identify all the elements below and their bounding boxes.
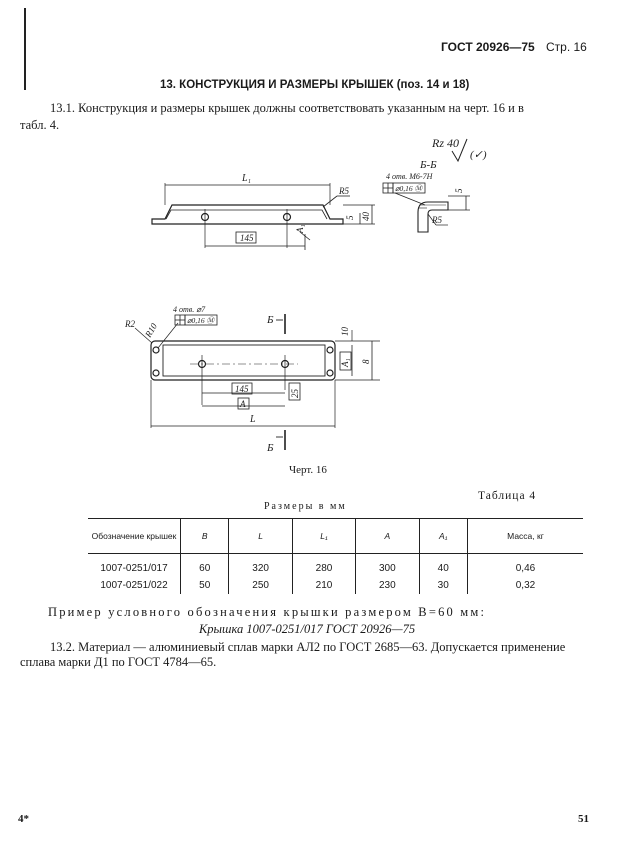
cell-a: 230 [356, 577, 419, 594]
plan-view [124, 305, 380, 454]
paragraph-13-2-line-2: сплава марки Д1 по ГОСТ 4784—65. [20, 655, 217, 669]
cut-label-bottom: Б [267, 442, 274, 454]
cell-l: 250 [229, 577, 292, 594]
roughness-value: Rz 40 [432, 136, 459, 150]
cover-inner-line [166, 210, 327, 219]
section-r5: R5 [432, 215, 442, 225]
cell-b: 60 [181, 554, 229, 578]
plan-hole-4 [327, 370, 333, 376]
standard-number: ГОСТ 20926—75 [441, 40, 535, 54]
cell-l1: 210 [292, 577, 355, 594]
col-header-mass: Масса, кг [467, 519, 583, 554]
holes-d7-note: 4 отв. ⌀7 [173, 305, 206, 314]
dim-l1: L₁ [242, 173, 252, 184]
plan-dim-a: A [240, 399, 246, 409]
cell-a: 300 [356, 554, 419, 578]
dim-a1-side: A₁ [295, 224, 305, 233]
col-header-a1: A₁ [419, 519, 467, 554]
section-view [383, 159, 470, 232]
plan-dim-l: L [250, 414, 256, 425]
drawing-caption: Черт. 16 [289, 464, 327, 476]
cell-mass: 0,32 [467, 577, 583, 594]
example-designation: Крышка 1007-0251/017 ГОСТ 20926—75 [199, 622, 416, 636]
col-header-b: B [181, 519, 229, 554]
col-header-designation: Обозначение крышек [88, 519, 181, 554]
side-view [152, 173, 375, 250]
cover-plan-inner [163, 345, 325, 376]
page-label: Стр. 16 [546, 40, 587, 54]
dim-40: 40 [361, 212, 371, 221]
table-header-row [88, 519, 583, 554]
plan-hole-2 [153, 370, 159, 376]
cover-side-profile [152, 205, 343, 224]
plan-dim-145: 145 [235, 384, 249, 394]
table-label: Таблица 4 [478, 490, 537, 502]
tolerance-m6: ⌀0,16 Ⓜ [395, 184, 423, 193]
plan-r2: R2 [125, 319, 135, 329]
footer-signature: 4* [18, 813, 29, 825]
cell-a1: 30 [419, 577, 467, 594]
table-row [88, 577, 583, 594]
cell-mass: 0,46 [467, 554, 583, 578]
paragraph-13-2-line-1: 13.2. Материал — алюминиевый сплав марки АЛ2 по ГОСТ 2685—63. Допускается применение [50, 640, 566, 654]
plan-r10: R10 [143, 321, 159, 339]
table-units: Размеры в мм [264, 501, 347, 512]
plan-dim-8: 8 [361, 359, 371, 364]
dim-145: 145 [240, 233, 254, 243]
tolerance-d7: ⌀0,16 Ⓜ [187, 316, 215, 325]
section-title: 13. КОНСТРУКЦИЯ И РАЗМЕРЫ КРЫШЕК (поз. 14 и 18) [160, 79, 470, 91]
col-header-a: A [356, 519, 419, 554]
cover-plan-outline [151, 341, 335, 380]
dim-5: 5 [345, 215, 355, 220]
plan-dim-a1: A₁ [340, 358, 350, 367]
cell-designation: 1007-0251/017 [100, 563, 168, 574]
cell-a1: 40 [419, 554, 467, 578]
plan-hole-3 [327, 347, 333, 353]
roughness-mark [431, 136, 487, 161]
plan-dim-10: 10 [340, 327, 350, 336]
footer-page-number: 51 [578, 813, 589, 825]
cell-l1: 280 [292, 554, 355, 578]
section-label: Б-Б [420, 159, 437, 171]
example-heading: Пример условного обозначения крышки размером B=60 мм: [48, 605, 487, 619]
holes-m6-note: 4 отв. М6-7Н [386, 172, 433, 181]
paragraph-13-1-line-1: 13.1. Конструкция и размеры крышек должны соответствовать указанным на черт. 16 и в [50, 101, 524, 115]
dim-r5: R5 [339, 186, 349, 196]
roughness-check: (✓) [470, 149, 487, 161]
cut-label-top: Б [267, 314, 274, 326]
col-header-l1: L₁ [292, 519, 355, 554]
section-dim-5: 5 [454, 188, 464, 193]
plan-dim-25: 25 [290, 389, 300, 398]
cell-designation: 1007-0251/022 [100, 580, 168, 591]
cell-l: 320 [229, 554, 292, 578]
dimensions-table [88, 518, 583, 594]
paragraph-13-1-line-2: табл. 4. [20, 118, 60, 132]
col-header-l: L [229, 519, 292, 554]
table-row [88, 554, 583, 578]
cell-b: 50 [181, 577, 229, 594]
